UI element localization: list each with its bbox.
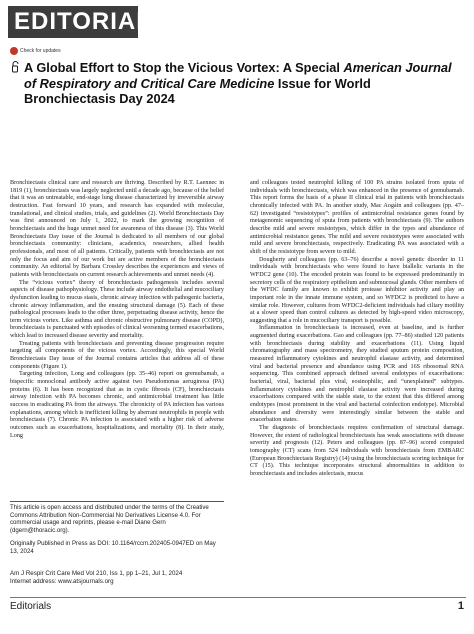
body-paragraph: Bronchiectasis clinical care and research are thriving. Described by R.T. Laennec in 1819 (1), bronchiectasis was largely neglected until a decade ago, because of the belief that it was an untreatable, end-stage lung disease characterized by irreversible airway destruction. Fast forward 10 years, and research has expanded with molecular, translational, and clinical studies, trials, and guidelines (2). World Bronchiectasis Day was first announced on July 1, 2022, to mark the growing recognition of bronchiectasis and the huge unmet need for awareness of this disease (3). This World Bronchiectasis Day issue of the Journal is dedicated to all members of our global bronchiectasis community: clinicians, academics, researchers, allied health professionals, and most of all patients. Critically, patients with bronchiectasis are not only the focus and aim of our work but are active members of the bronchiectasis community. An editorial by Barbara Crossley describes the experiences and views of patients with bronchiectasis on current research achievements and unmet needs (4). [10,180,224,278]
check-for-updates-label: Check for updates [20,48,61,54]
publication-note: Originally Published in Press as DOI: 10.1164/rccm.202405-0947ED on May 13, 2024 [10,540,216,555]
right-column [250,180,464,479]
journal-url-link[interactable]: Internet address: www.atsjournals.org [10,577,114,585]
footer-section-name: Editorials [10,601,52,612]
open-access-note: This article is open access and distributed under the terms of the Creative Commons Attribution Non-Commercial No Derivatives License 4.0. For commercial usage and reprints, please e-mail Diane Gern (dgern@thoracic.org). [10,504,209,534]
left-column [10,180,224,440]
open-access-icon [10,61,20,73]
body-paragraph: Treating patients with bronchiectasis and preventing disease progression require targeting all components of the vicious vortex. Accordingly, this special World Bronchiectasis Day issue of the Journal contains articles that address all of these components (Figure 1). [10,340,224,370]
article-title: A Global Effort to Stop the Vicious Vortex: A Special American Journal of Respiratory and Critical Care Medicine Issue for World Bronchiectasis Day 2024 [24,60,452,106]
body-paragraph: Inflammation in bronchiectasis is increased, even at baseline, and is further augmented during exacerbations. Gao and colleagues (pp. 77–86) studied 120 patients with bronchiectasis during stability and exacerbations (11). Using liquid chromatography and mass spectrometry, they studied sputum protein composition, measured inflammatory cytokines and neutrophil elastase activity, and determined viral and bacterial presence and abundance using PCR and 16S ribosomal RNA sequencing. This combined approach defined several endotypes of exacerbations: bacterial, viral, bacterial plus viral, eosinophilic, and “unexplained” subtypes. Inflammatory cytokines and neutrophil elastase activity were increased during exacerbations compared with the stable state, to the extent that this differed among endotypes (most prominent in the viral and bacterial coinfection endotype). Microbial abundance and diversity were interestingly similar between the stable and exacerbation states. [250,325,464,424]
page-number: 1 [457,600,464,612]
section-label: EDITORIALS [14,8,169,35]
citation-line: Am J Respir Crit Care Med Vol 210, Iss 1, pp 1–21, Jul 1, 2024 [10,570,183,577]
body-paragraph: and colleagues tested neutrophil killing of 100 PA strains isolated from sputa of individuals with bronchiectasis, which was enhanced in the presence of gremubamab. This report forms the basis of a phase II clinical trial in patients with bronchiectasis chronically infected with PA. In another study, Mac Aogáin and colleagues (pp. 47–62) investigated “resistotypes”: profiles of antimicrobial resistance genes found by metagenomic sequencing of sputa from patients with bronchiectasis (9). The authors describe mild and severe resistotypes, which differ in the types and abundance of antimicrobial resistance genes. The mild and severe resistotypes were associated with mild and severe bronchiectasis, respectively. Eradicating PA was associated with a shift of the resistotype from severe to mild. [250,180,464,255]
footer-divider [10,597,466,598]
check-for-updates-button[interactable] [10,46,61,56]
article-title-block [10,60,466,107]
body-paragraph: The “vicious vortex” theory of bronchiectasis pathogenesis includes several aspects of disease pathophysiology. These include airway endothelial and mucociliary dysfunction leading to mucus stasis, chronic airway infection with pathogenic bacteria, chronic airway inflammation, and the ensuing structural damage (5). Each of these pathological processes leads to the other three, perpetuating disease activity, hence the term vicious vortex. Like asthma and chronic obstructive pulmonary disease (COPD), bronchiectasis is punctuated with episodes of clinical worsening termed exacerbations, which lead to increased disease severity and mortality. [10,279,224,340]
journal-citation [10,570,182,585]
body-paragraph: The diagnosis of bronchiectasis requires confirmation of structural damage. However, the extent of radiological bronchiectasis has weak associations with disease severity and prognosis (12). Peters and colleagues (pp. 87–96) scored computed tomography (CT) scans from 524 individuals with bronchiectasis from EMBARC (European Bronchiectasis Registry) (14) using the bronchiectasis scoring technique for CT (15). This technique incorporates structural abnormalities in addition to bronchiectasis and includes atelectasis, mucus [250,425,464,477]
body-paragraph: Dougherty and colleagues (pp. 63–76) describe a novel genetic disorder in 11 individuals with bronchiectasis who were found to have biallelic variants in the WFDC2 gene (10). The encoded protein was found to be expressed predominantly in secretory cells of the respiratory epithelium and submucosal glands. Other members of the WFDC family are known to exhibit protease inhibitor activity and play an important role in the innate immune system, and so WFDC2 is predicted to have a similar role. However, cultures from WFDC2-deficient individuals had ciliary motility at a slower speed than control cultures as detected by high-speed video microscopy, suggesting that a role in mucociliary transport is possible. [250,256,464,324]
article-notes [10,501,224,562]
body-paragraph: Targeting infection, Long and colleagues (pp. 35–46) report on gremubamab, a bispecific monoclonal antibody active against two Pseudomonas aeruginosa (PA) proteins (6). It has been recognized that as in cystic fibrosis (CF), bronchiectasis airway infection with PA becomes chronic, and antimicrobial treatment has little success in eradicating PA from the airways. The chronicity of PA infection has various explanations, among which is inefficient killing by aberrant neutrophils in people with bronchiectasis (7). Chronic PA infection is associated with a higher risk of adverse outcomes such as exacerbations, hospitalizations, and mortality (8). In their study, Long [10,371,224,439]
section-banner [8,6,169,38]
update-badge-icon [10,47,18,55]
